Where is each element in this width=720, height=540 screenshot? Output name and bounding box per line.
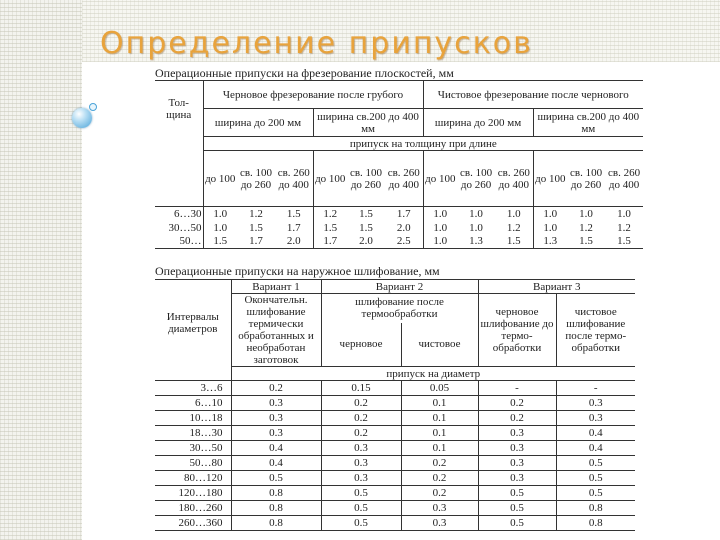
allowance-value-cell: 1.0 (495, 207, 533, 221)
thickness-range-cell: 50… (155, 235, 203, 249)
length-header: до 100 (533, 151, 567, 207)
allowance-value-cell: 2.5 (385, 235, 423, 249)
allowance-value-cell: 1.5 (495, 235, 533, 249)
diameter-range-cell: 180…260 (155, 501, 231, 516)
diameter-range-cell: 260…360 (155, 516, 231, 531)
allowance-value-cell: 1.0 (423, 235, 457, 249)
allowance-value-cell: 1.7 (237, 235, 275, 249)
table-row (155, 486, 635, 501)
allowance-value-cell: 1.0 (579, 207, 593, 220)
diameter-range-cell: 18…30 (155, 426, 231, 441)
slide-title: Определение припусков (100, 26, 533, 61)
thickness-range-cell: 6…30 (155, 207, 203, 221)
length-header: св. 100 до 260 (237, 151, 275, 207)
table-row (155, 516, 635, 531)
allowance-value-cell: 1.0 (469, 207, 483, 220)
allowance-value-cell: 0.3 (401, 501, 478, 516)
allowance-value-cell: 1.2 (579, 221, 593, 234)
allowance-value-cell: 2.0 (385, 221, 423, 235)
allowance-value-cell: 1.7 (385, 207, 423, 221)
allowance-value-cell: 0.1 (401, 426, 478, 441)
allowance-value-cell: 0.2 (478, 396, 556, 411)
allowance-value-cell: 0.4 (231, 456, 321, 471)
allowance-value-cell: 0.4 (556, 441, 635, 456)
allowance-value-cell: 1.5 (323, 221, 338, 234)
allowance-value-cell: 1.0 (213, 207, 228, 220)
allowance-value-cell: 1.0 (433, 207, 448, 220)
allowance-value-cell: 0.5 (556, 486, 635, 501)
allowance-value-cell: 0.4 (231, 441, 321, 456)
length-header: св. 100 до 260 (567, 151, 605, 207)
grinding-allowance-table (155, 279, 635, 531)
variant-3-finish-header: чистовое шлифование после термо-обработки (556, 294, 635, 367)
allowance-value-cell: 0.5 (231, 471, 321, 486)
length-header: до 100 (203, 151, 237, 207)
allowance-value-cell: 0.2 (321, 396, 401, 411)
diameter-range-cell: 30…50 (155, 441, 231, 456)
allowance-value-cell: 1.3 (533, 235, 567, 249)
milling-table-caption: Операционные припуски на фрезерование плоскостей, мм (155, 66, 454, 80)
thickness-range-cell: 30…50 (155, 221, 203, 235)
table-row (155, 441, 635, 456)
length-header: до 100 (313, 151, 347, 207)
variant-2-header: Вариант 2 (321, 280, 478, 294)
allowance-value-cell: 0.4 (556, 426, 635, 441)
allowance-value-cell: 1.7 (275, 221, 313, 235)
allowance-value-cell: 1.5 (567, 235, 605, 249)
allowance-value-cell: 1.5 (203, 235, 237, 249)
length-header: св. 260 до 400 (605, 151, 643, 207)
allowance-value-cell: 1.5 (605, 235, 643, 249)
allowance-value-cell: 0.8 (556, 501, 635, 516)
diameter-range-cell: 50…80 (155, 456, 231, 471)
allowance-value-cell: 1.0 (433, 221, 448, 234)
allowance-value-cell: 0.1 (401, 396, 478, 411)
allowance-value-cell: 0.5 (478, 486, 556, 501)
allowance-value-cell: 0.3 (478, 456, 556, 471)
allowance-value-cell: 1.0 (543, 221, 558, 234)
allowance-value-cell: 0.3 (231, 426, 321, 441)
allowance-value-cell: 0.2 (401, 456, 478, 471)
finish-milling-header: Чистовое фрезерование после чернового (423, 81, 643, 109)
allowance-value-cell: 0.3 (556, 396, 635, 411)
allowance-value-cell: 1.5 (275, 207, 313, 221)
allowance-value-cell: 0.8 (556, 516, 635, 531)
rough-width-upto-header: ширина до 200 мм (203, 109, 313, 137)
diameter-allowance-header: припуск на диаметр (231, 367, 635, 381)
variant-1-header: Вариант 1 (231, 280, 321, 294)
background-pattern-left (0, 0, 82, 540)
allowance-value-cell: 1.2 (617, 221, 631, 234)
bubble-decoration-icon (72, 108, 92, 128)
allowance-value-cell: 1.5 (359, 221, 373, 234)
length-header: св. 260 до 400 (275, 151, 313, 207)
allowance-value-cell: 0.3 (231, 396, 321, 411)
rough-width-over-header: ширина св.200 до 400 мм (313, 109, 423, 137)
length-allowance-header: припуск на толщину при длине (203, 137, 643, 151)
allowance-value-cell: 0.3 (321, 456, 401, 471)
variant-3-rough-header: черновое шлифование до термо-обработки (478, 294, 556, 367)
thickness-header: Тол-щина (155, 81, 203, 137)
allowance-value-cell: 1.2 (495, 221, 533, 235)
allowance-value-cell: 1.0 (543, 207, 558, 220)
diameter-range-cell: 6…10 (155, 396, 231, 411)
finish-width-upto-header: ширина до 200 мм (423, 109, 533, 137)
table-row (155, 471, 635, 486)
allowance-value-cell: 0.3 (231, 411, 321, 426)
allowance-value-cell: 1.7 (313, 235, 347, 249)
allowance-value-cell: 0.3 (478, 441, 556, 456)
allowance-value-cell: 0.3 (478, 471, 556, 486)
allowance-value-cell: 0.1 (401, 441, 478, 456)
allowance-value-cell: 0.05 (401, 381, 478, 396)
small-bubble-decoration-icon (89, 103, 97, 111)
length-header: св. 260 до 400 (495, 151, 533, 207)
variant-3-header: Вариант 3 (478, 280, 635, 294)
allowance-value-cell: 0.5 (321, 486, 401, 501)
diameter-range-cell: 10…18 (155, 411, 231, 426)
table-row (155, 396, 635, 411)
allowance-value-cell: 0.2 (401, 486, 478, 501)
allowance-value-cell: 2.0 (275, 235, 313, 249)
table-row (155, 501, 635, 516)
allowance-value-cell: 0.3 (556, 411, 635, 426)
allowance-value-cell: 1.0 (213, 221, 228, 234)
allowance-value-cell: 2.0 (347, 235, 385, 249)
allowance-value-cell: 0.2 (321, 426, 401, 441)
allowance-value-cell: 0.5 (321, 516, 401, 531)
allowance-value-cell: 0.3 (321, 441, 401, 456)
length-header: св. 100 до 260 (347, 151, 385, 207)
allowance-value-cell: 0.3 (321, 471, 401, 486)
allowance-value-cell: 0.1 (401, 411, 478, 426)
allowance-value-cell: 0.2 (401, 471, 478, 486)
allowance-value-cell: 1.0 (617, 207, 631, 220)
table-row (155, 411, 635, 426)
allowance-value-cell: 0.15 (321, 381, 401, 396)
table-row (155, 221, 643, 235)
allowance-value-cell: 1.5 (359, 207, 373, 220)
allowance-value-cell: 1.2 (323, 207, 338, 220)
allowance-value-cell: 1.2 (249, 207, 263, 220)
allowance-value-cell: 1.5 (249, 221, 263, 234)
allowance-value-cell: 0.8 (231, 501, 321, 516)
variant-2-rough-header: черновое (321, 323, 401, 367)
length-header: св. 100 до 260 (457, 151, 495, 207)
table-row (155, 235, 643, 249)
allowance-value-cell: 0.5 (321, 501, 401, 516)
rough-milling-header: Черновое фрезерование после грубого (203, 81, 423, 109)
milling-allowance-table (155, 80, 643, 249)
table-row (155, 207, 643, 221)
variant-2-description: шлифование после термообработки (321, 294, 478, 323)
variant-2-finish-header: чистовое (401, 323, 478, 367)
finish-width-over-header: ширина св.200 до 400 мм (533, 109, 643, 137)
allowance-value-cell: 0.5 (556, 471, 635, 486)
table-row (155, 381, 635, 396)
diameter-range-cell: 3…6 (155, 381, 231, 396)
diameter-range-cell: 80…120 (155, 471, 231, 486)
allowance-value-cell: - (556, 381, 635, 396)
allowance-value-cell: 0.3 (401, 516, 478, 531)
length-header: св. 260 до 400 (385, 151, 423, 207)
allowance-value-cell: 0.5 (478, 501, 556, 516)
diameter-range-cell: 120…180 (155, 486, 231, 501)
allowance-value-cell: 0.2 (478, 411, 556, 426)
allowance-value-cell: 1.3 (457, 235, 495, 249)
allowance-value-cell: 0.8 (231, 486, 321, 501)
allowance-value-cell: 1.0 (469, 221, 483, 234)
table-row (155, 456, 635, 471)
allowance-value-cell: 0.8 (231, 516, 321, 531)
variant-1-description: Окончательн. шлифование термически обработанных и необработан заготовок (231, 294, 321, 367)
grinding-table-caption: Операционные припуски на наружное шлифование, мм (155, 264, 440, 278)
allowance-value-cell: 0.2 (231, 381, 321, 396)
table-row (155, 426, 635, 441)
diameter-intervals-header: Интервалы диаметров (155, 280, 231, 367)
allowance-value-cell: 0.2 (321, 411, 401, 426)
allowance-value-cell: - (478, 381, 556, 396)
allowance-value-cell: 0.5 (556, 456, 635, 471)
allowance-value-cell: 0.5 (478, 516, 556, 531)
length-header: до 100 (423, 151, 457, 207)
allowance-value-cell: 0.3 (478, 426, 556, 441)
